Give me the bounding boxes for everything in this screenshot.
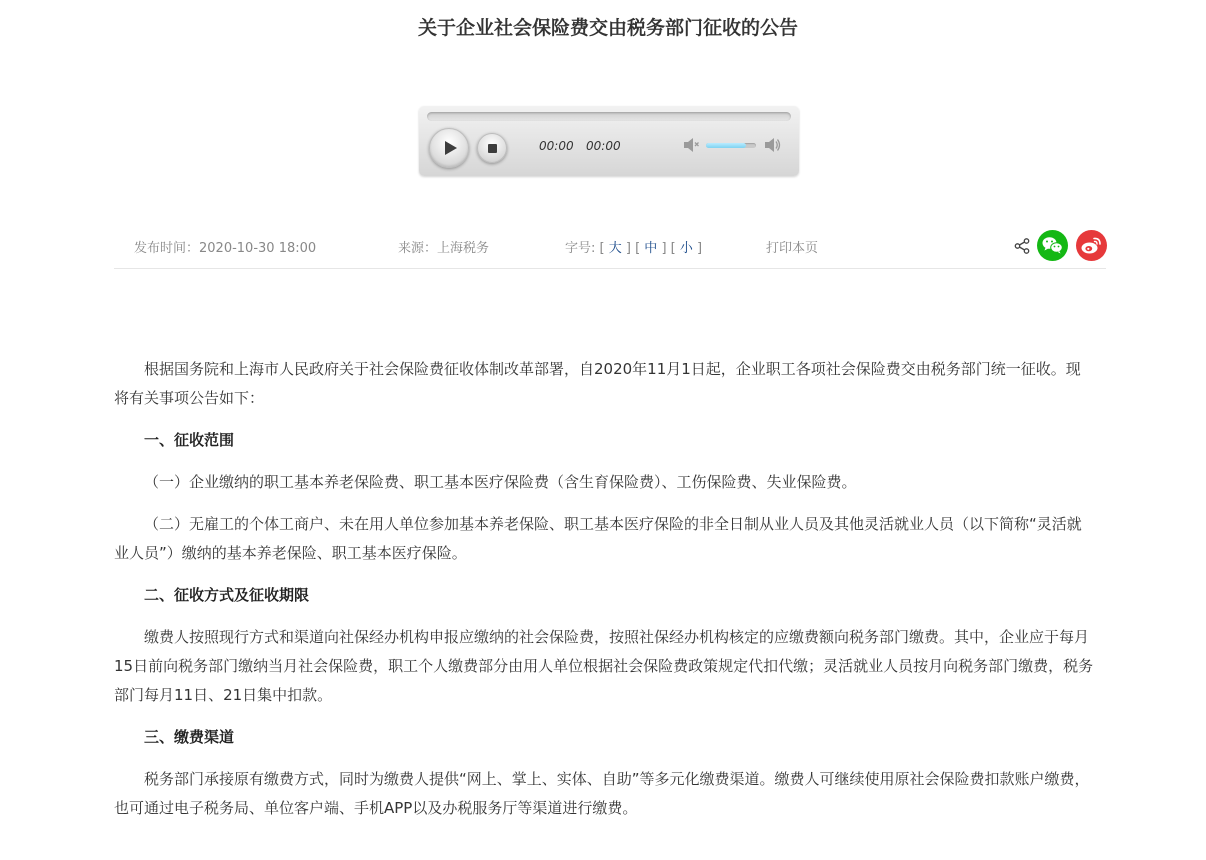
section-heading: 一、征收范围 bbox=[144, 431, 235, 449]
article-content bbox=[114, 355, 1094, 836]
weibo-share-icon[interactable] bbox=[1076, 230, 1107, 261]
section-heading: 二、征收方式及征收期限 bbox=[144, 586, 310, 604]
section-heading: 三、缴费渠道 bbox=[144, 728, 235, 746]
font-size-small-link[interactable]: 小 bbox=[679, 241, 693, 256]
article-title: 关于企业社会保险费交由税务部门征收的公告 bbox=[417, 17, 798, 39]
weibo-icon bbox=[1076, 230, 1107, 261]
section-paragraph: （一）企业缴纳的职工基本养老保险费、职工基本医疗保险费（含生育保险费）、工伤保险费、失业保险费。 bbox=[144, 473, 857, 491]
intro-paragraph: 根据国务院和上海市人民政府关于社会保险费征收体制改革部署，自2020年11月1日起，企业职工各项社会保险费交由税务部门统一征收。现将有关事项公告如下： bbox=[114, 360, 1081, 407]
wechat-icon bbox=[1037, 230, 1068, 261]
share-icon[interactable] bbox=[1014, 238, 1030, 254]
stop-button[interactable] bbox=[477, 133, 507, 163]
volume-level bbox=[706, 143, 746, 148]
section-paragraph: （二）无雇工的个体工商户、未在用人单位参加基本养老保险、职工基本医疗保险的非全日制从业人员及其他灵活就业人员（以下简称“灵活就业人员”）缴纳的基本养老保险、职工基本医疗保险。 bbox=[114, 515, 1082, 562]
audio-player bbox=[419, 106, 799, 176]
font-size-large-link[interactable]: 大 bbox=[608, 241, 622, 256]
play-icon bbox=[445, 141, 457, 155]
wechat-share-icon[interactable] bbox=[1037, 230, 1068, 261]
section-paragraph: 税务部门承接原有缴费方式，同时为缴费人提供“网上、掌上、实体、自助”等多元化缴费渠道。缴费人可继续使用原社会保险费扣款账户缴费，也可通过电子税务局、单位客户端、手机APP以及办税服务厅等渠道进行缴费。 bbox=[114, 770, 1090, 817]
publish-date: 发布时间：2020-10-30 18:00 bbox=[134, 241, 317, 256]
play-button[interactable] bbox=[429, 128, 469, 168]
volume-mute-icon[interactable] bbox=[682, 137, 700, 153]
print-page-link[interactable]: 打印本页 bbox=[766, 241, 819, 256]
article-source: 来源：上海税务 bbox=[398, 241, 490, 256]
volume-slider[interactable] bbox=[706, 143, 756, 148]
volume-max-icon[interactable] bbox=[763, 137, 781, 153]
font-size-controls: 字号: [ 大 ] [ 中 ] [ 小 ] bbox=[565, 241, 703, 256]
stop-icon bbox=[488, 144, 497, 153]
audio-progress-bar[interactable] bbox=[427, 112, 791, 121]
duration-time: 00:00 bbox=[586, 139, 621, 153]
article-meta-bar bbox=[114, 228, 1106, 269]
font-size-medium-link[interactable]: 中 bbox=[644, 241, 658, 256]
current-time: 00:00 bbox=[539, 139, 574, 153]
section-paragraph: 缴费人按照现行方式和渠道向社保经办机构申报应缴纳的社会保险费，按照社保经办机构核定的应缴费额向税务部门缴费。其中，企业应于每月15日前向税务部门缴纳当月社会保险费，职工个人缴费部分由用人单位根据社会保险费政策规定代扣代缴；灵活就业人员按月向税务部门缴费，税务部门每月11日、21日集中扣款。 bbox=[114, 628, 1094, 704]
